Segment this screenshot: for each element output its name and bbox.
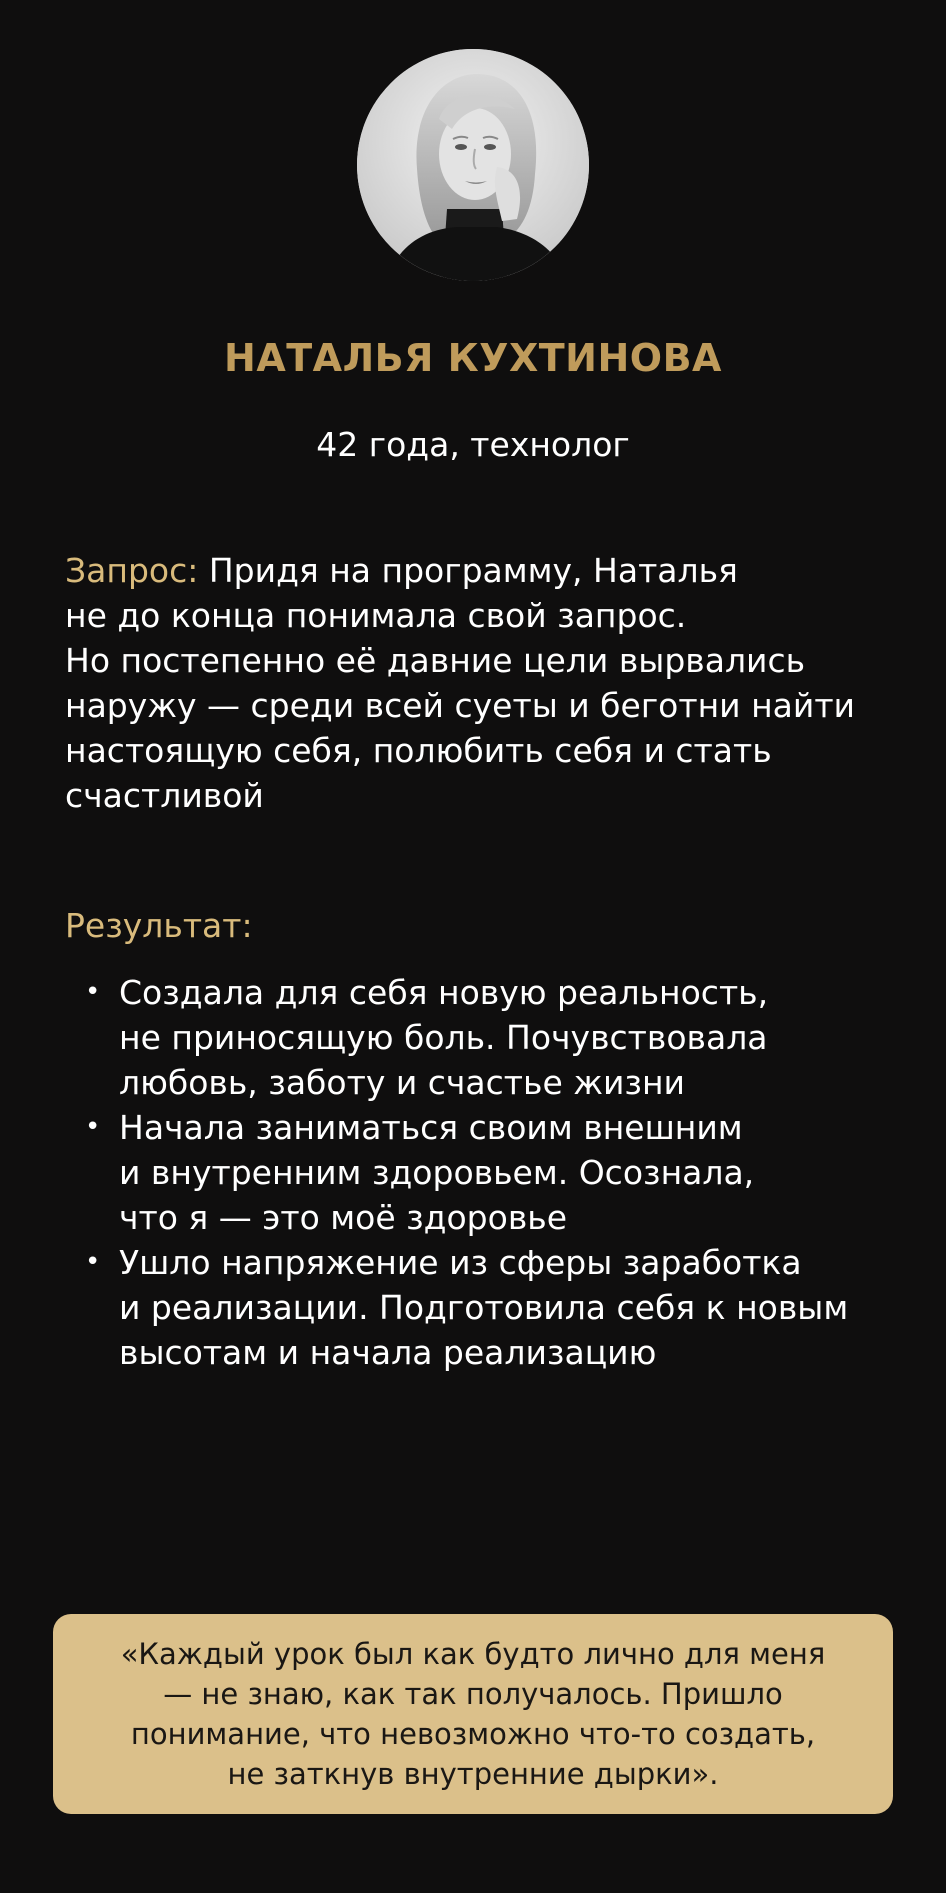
bullet: • xyxy=(85,977,101,1007)
list-item-line: не приносящую боль. Почувствовала xyxy=(119,1018,768,1057)
request-line: не до конца понимала свой запрос. xyxy=(65,596,687,635)
request-line: настоящую себя, полюбить себя и стать xyxy=(65,731,772,770)
bullet: • xyxy=(85,1247,101,1277)
person-name: НАТАЛЬЯ КУХТИНОВА xyxy=(224,336,722,380)
request-block xyxy=(65,548,895,818)
request-line: наружу — среди всей суеты и беготни найти xyxy=(65,686,856,725)
request-line xyxy=(65,548,895,593)
quote-line: понимание, что невозможно что-то создать, xyxy=(130,1717,816,1751)
request-line: счастливой xyxy=(65,776,264,815)
bullet: • xyxy=(85,1112,101,1142)
list-item-line: Создала для себя новую реальность, xyxy=(119,973,769,1012)
list-item-line: Начала заниматься своим внешним xyxy=(119,1108,743,1147)
quote-line: «Каждый урок был как будто лично для меня xyxy=(120,1637,826,1671)
list-item xyxy=(65,1105,905,1240)
quote-line: не заткнув внутренние дырки». xyxy=(227,1757,719,1791)
avatar xyxy=(357,49,589,281)
result-list xyxy=(65,970,905,1375)
list-item xyxy=(65,970,905,1105)
list-item-line: Ушло напряжение из сферы заработка xyxy=(119,1243,802,1282)
list-item-line: высотам и начала реализацию xyxy=(119,1333,657,1372)
request-line: Но постепенно её давние цели вырвались xyxy=(65,641,806,680)
request-label: Запрос: xyxy=(65,551,199,590)
portrait-photo-icon xyxy=(357,49,589,281)
result-label: Результат: xyxy=(65,906,253,945)
quote-line: — не знаю, как так получалось. Пришло xyxy=(163,1677,783,1711)
person-meta: 42 года, технолог xyxy=(316,425,630,464)
list-item-line: и реализации. Подготовила себя к новым xyxy=(119,1288,849,1327)
list-item-line: и внутренним здоровьем. Осознала, xyxy=(119,1153,755,1192)
request-text: Придя на программу, Наталья xyxy=(208,551,738,590)
list-item-line: любовь, заботу и счастье жизни xyxy=(119,1063,685,1102)
list-item-line: что я — это моё здоровье xyxy=(119,1198,568,1237)
list-item xyxy=(65,1240,905,1375)
testimonial-quote xyxy=(53,1614,893,1814)
